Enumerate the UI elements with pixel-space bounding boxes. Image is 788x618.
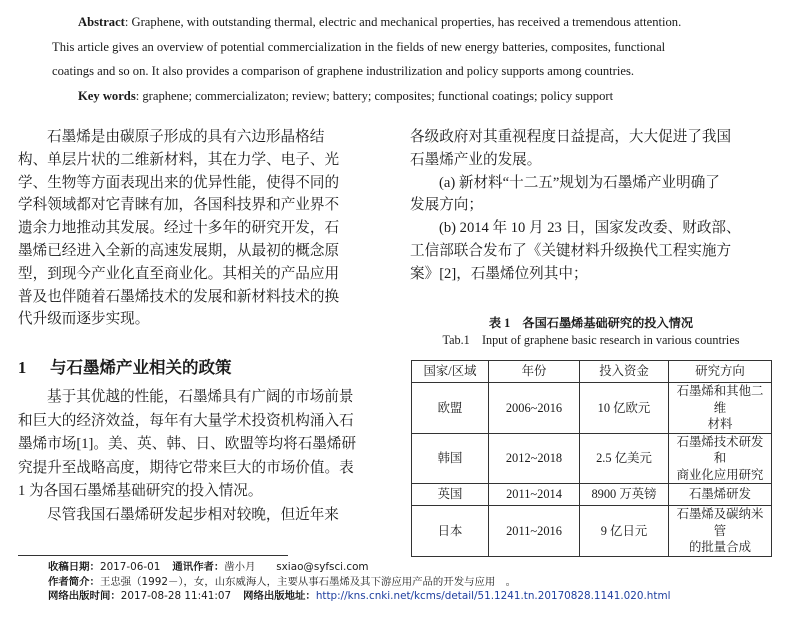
table-row [412,484,772,506]
table-cell: 8900 万英镑 [580,484,669,506]
intro-line: 普及也伴随着石墨烯技术的发展和新材料技术的换 [18,288,340,305]
right-line: 案》[2]，石墨烯位列其中； [410,265,588,282]
intro-line: 学科领域都对它青睐有加，各国科技界和产业界不 [18,197,340,214]
table-row [412,506,772,557]
table-header-cell: 年份 [489,361,580,383]
intro-line: 学、生物等方面表现出来的优异性能，使得不同的 [18,174,340,191]
section-line: 基于其优越的性能，石墨烯具有广阔的市场前景 [47,389,354,405]
keywords-line: Key words: graphene; commercializaton; review; battery; composites; functional coatings; policy support [78,88,614,103]
table-cell: 2012~2018 [489,433,580,484]
abstract-block [52,10,742,108]
intro-line: 石墨烯是由碳原子形成的具有六边形晶格结 [47,129,325,145]
right-line: 工信部联合发布了《关键材料升级换代工程实施方 [410,242,732,259]
section-title: 与石墨烯产业相关的政策 [50,358,232,377]
abstract-line-2: This article gives an overview of potential commercialization in the fields of new energy batteries, composites, functional [52,39,666,54]
table-caption-en: Tab.1 Input of graphene basic research in various countries [442,333,740,347]
section-heading [18,354,232,378]
table-cell: 石墨烯及碳纳米管 的批量合成 [669,506,772,557]
section-line: 尽管我国石墨烯研发起步相对较晚，但近年来 [47,506,339,523]
right-column-text [410,126,772,286]
section-line: 和巨大的经济效益，每年有大量学术投资机构涌入石 [18,412,354,429]
table-cell: 石墨烯研发 [669,484,772,506]
online-url-link[interactable]: http://kns.cnki.net/kcms/detail/51.1241.tn.20170828.1141.020.html [315,590,671,602]
footnote-online: 网络出版时间：2017-08-28 11:41:07 网络出版地址：http://kns.cnki.net/kcms/detail/51.1241.tn.20170828.1141.020.html [48,590,671,602]
keywords-label: Key words [78,88,136,103]
abstract-line-3: coatings and so on. It also provides a comparison of graphene industrilization and policy supports among countries. [52,64,634,78]
table-header-cell: 投入资金 [580,361,669,383]
investment-table [411,360,772,557]
section-body [18,386,384,528]
section-line: 究提升至战略高度，期待它带来巨大的市场价值。表 [18,459,354,476]
right-line: 石墨烯产业的发展。 [410,151,542,168]
intro-line: 墨烯已经进入全新的高速发展期，从最初的概念原 [18,242,340,259]
table-cell: 韩国 [412,433,489,484]
table-row [412,433,772,484]
table-cell: 欧盟 [412,383,489,434]
table-header-cell: 国家/区域 [412,361,489,383]
intro-line: 型，到现今产业化直至商业化。其相关的产品应用 [18,265,340,282]
table-header-row [412,361,772,383]
table-row [412,383,772,434]
table-cell: 10 亿欧元 [580,383,669,434]
table-cell: 2011~2014 [489,484,580,506]
right-line: (b) 2014 年 10 月 23 日，国家发改委、财政部、 [439,220,741,237]
abstract-label: Abstract [78,15,125,29]
intro-line: 代升级而逐步实现。 [18,311,150,328]
section-number: 1 [18,358,27,377]
intro-line: 构、单层片状的二维新材料，其在力学、电子、光 [18,151,340,168]
right-line: 发展方向； [410,197,483,214]
table-cell: 石墨烯技术研发和 商业化应用研究 [669,433,772,484]
table-cell: 英国 [412,484,489,506]
table-header-cell: 研究方向 [669,361,772,383]
table-caption-zh: 表 1 各国石墨烯基础研究的投入情况 [488,316,694,330]
footnote-divider [18,555,288,556]
abstract-line-1: Abstract: Graphene, with outstanding thermal, electric and mechanical properties, has received a tremendous attention. [78,15,682,29]
table-cell: 2.5 亿美元 [580,433,669,484]
right-line: 各级政府对其重视程度日益提高，大大促进了我国 [410,129,732,145]
footnote-author: 作者简介：王忠强（1992－），女，山东威海人，主要从事石墨烯及其下游应用产品的开发与应用 。 [48,576,517,588]
section-line: 墨烯市场[1]。美、英、韩、日、欧盟等均将石墨烯研 [18,436,357,453]
intro-line: 遗余力地推动其发展。经过十多年的研究开发，石 [18,220,340,237]
table-cell: 2006~2016 [489,383,580,434]
table-cell: 石墨烯和其他二维 材料 [669,383,772,434]
table-cell: 9 亿日元 [580,506,669,557]
left-column-intro [18,126,384,331]
table-cell: 日本 [412,506,489,557]
footnote-received: 收稿日期：2017-06-01 通讯作者：凿小月 sxiao@syfsci.com [48,561,369,573]
table-cell: 2011~2016 [489,506,580,557]
right-line: (a) 新材料“十二五”规划为石墨烯产业明确了 [439,174,720,191]
section-line: 1 为各国石墨烯基础研究的投入情况。 [18,483,263,500]
